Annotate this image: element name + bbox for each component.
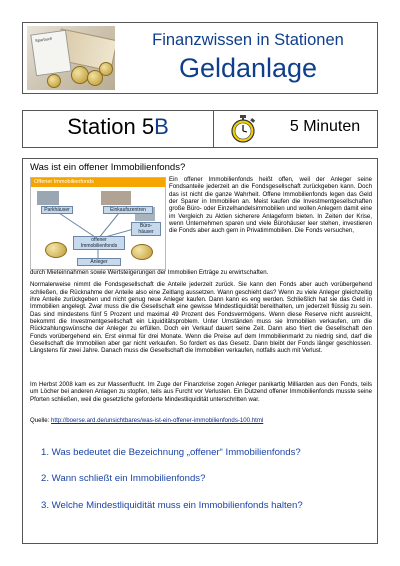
- station-label: [23, 114, 213, 140]
- paragraph-liquidity: Normalerweise nimmt die Fondsgesellschaft die Anteile jederzeit zurück. Sie kann den Fonds aber auch vorübergehend schließen, die Rücknahme der Anteile also eine Zeitlang aussetzen. Wann geschieht das? Wenn zu viele Anleger gleichzeitig ihre Anteile zurückgeben und nicht genug neue Anleger kaufen. Dann kann es eng werden. Schließlich hat sie das Geld in Immobilien angelegt. Zwar muss die die Gesellschaft eine gewisse Mindestliquidität bereithalten, um jederzeit flüssig zu sein. Das sind mindestens fünf 5 Prozent und maximal 49 Prozent des Fondsvermögens. Wenn diese Reserve nicht ausreicht, bekommt die Investmentgesellschaft ein Liquiditätsproblem. Unter Umständen muss sie Immobilien verkaufen, um die Rückzahlungswünsche der Anleger zu erfüllen. Doch ein Verkauf dauert seine Zeit. Dann also friert die Gesellschaft den Fonds vorübergehend ein. Erst einmal für drei Monate. Wenn die Preise auf dem Immobilienmarkt zu niedrig sind, darf die Gesellschaft die Immobilien aber gar nicht verkaufen. So fordert es das Gesetz. Dann bleibt der Fonds länger geschlossen. Längstens für zwei Jahre. Danach muss die Gesellschaft die Immobilien verkaufen, notfalls auch mit Verlust.: [30, 281, 372, 355]
- source-line: [30, 417, 372, 424]
- coin-icon: [45, 242, 67, 258]
- question-3: 3. Welche Mindestliquidität muss ein Immobilienfonds halten?: [41, 500, 303, 511]
- fund-diagram-caption: Offener Immobilienfonds: [31, 178, 165, 187]
- coin-image: [99, 62, 113, 76]
- station-divider: [213, 111, 214, 147]
- station-label-prefix: Station 5: [67, 114, 155, 139]
- header-title: Geldanlage: [178, 53, 318, 83]
- label-buerohaeuser: Büro- häuser: [131, 222, 161, 236]
- question-2: 2. Wann schließt ein Immobilienfonds?: [41, 473, 206, 484]
- question-1: 1. Was bedeutet die Bezeichnung „offener“ Immobilienfonds?: [41, 447, 301, 458]
- stopwatch-icon: [229, 115, 257, 143]
- header-subtitle: Finanzwissen in Stationen: [152, 31, 344, 49]
- station-label-suffix: B: [154, 114, 169, 139]
- label-anleger: Anleger: [77, 258, 121, 266]
- intro-paragraph: Ein offener Immobilienfonds heißt offen, weil der Anleger seine Fondsanteile jederzeit an die Fondsgesellschaft zurückgeben kann. Doch das ist nicht die ganze Wahrheit. Offene Immobilienfonds legen das Geld der Sparer in Immobilien an. Meist kaufen die Investmentgesellschaften große Büro- oder Einzelhandelsimmobilien und wollen Anlegern damit eine im Vergleich zu Aktien sicherere Anlageform bieten. In Zeiten der Krise, wenn Unternehmen sparen und viele Bürohäuser leer stehen, investieren die Fonds aber auch gern in Privatimmobilien. Die Fonds versuchen,: [169, 176, 372, 235]
- paragraph-crisis: Im Herbst 2008 kam es zur Massenflucht. Im Zuge der Finanzkrise zogen Anleger panikartig Milliarden aus den Fonds, teils um Löcher bei anderen Anlagen zu stopfen, teils aus Furcht vor Verlusten. Ein Dutzend offener Immobilienfonds musste seine Pforten schließen, weil die gesetzliche geforderte Mindestliquidität unterschritten war.: [30, 381, 372, 403]
- header-photo: [27, 26, 115, 90]
- savings-booklet-image: Sparbuch: [30, 30, 71, 77]
- label-einkaufszentren: Einkaufszentren: [103, 206, 153, 214]
- station-box: [22, 110, 378, 148]
- label-parkhaeuser: Parkhäuser: [41, 206, 73, 214]
- source-label: Quelle:: [30, 417, 52, 424]
- source-link[interactable]: http://boerse.ard.de/unsichtbares/was-ist-ein-offener-immobilienfonds-100.html: [51, 417, 264, 424]
- content-box: [22, 158, 378, 544]
- coin-image: [47, 74, 61, 88]
- fund-diagram: [30, 177, 166, 270]
- coin-icon: [131, 244, 153, 260]
- label-fonds: offener Immobilienfonds: [73, 236, 125, 250]
- intro-paragraph-end: durch Mieteinnahmen sowie Wertsteigerungen der Immobilien Erträge zu erwirtschaften.: [30, 269, 269, 276]
- header-box: [22, 22, 378, 94]
- body-paragraph-1: [30, 269, 372, 355]
- duration-label: 5 Minuten: [289, 118, 361, 135]
- content-heading: Was ist ein offener Immobilienfonds?: [30, 162, 186, 173]
